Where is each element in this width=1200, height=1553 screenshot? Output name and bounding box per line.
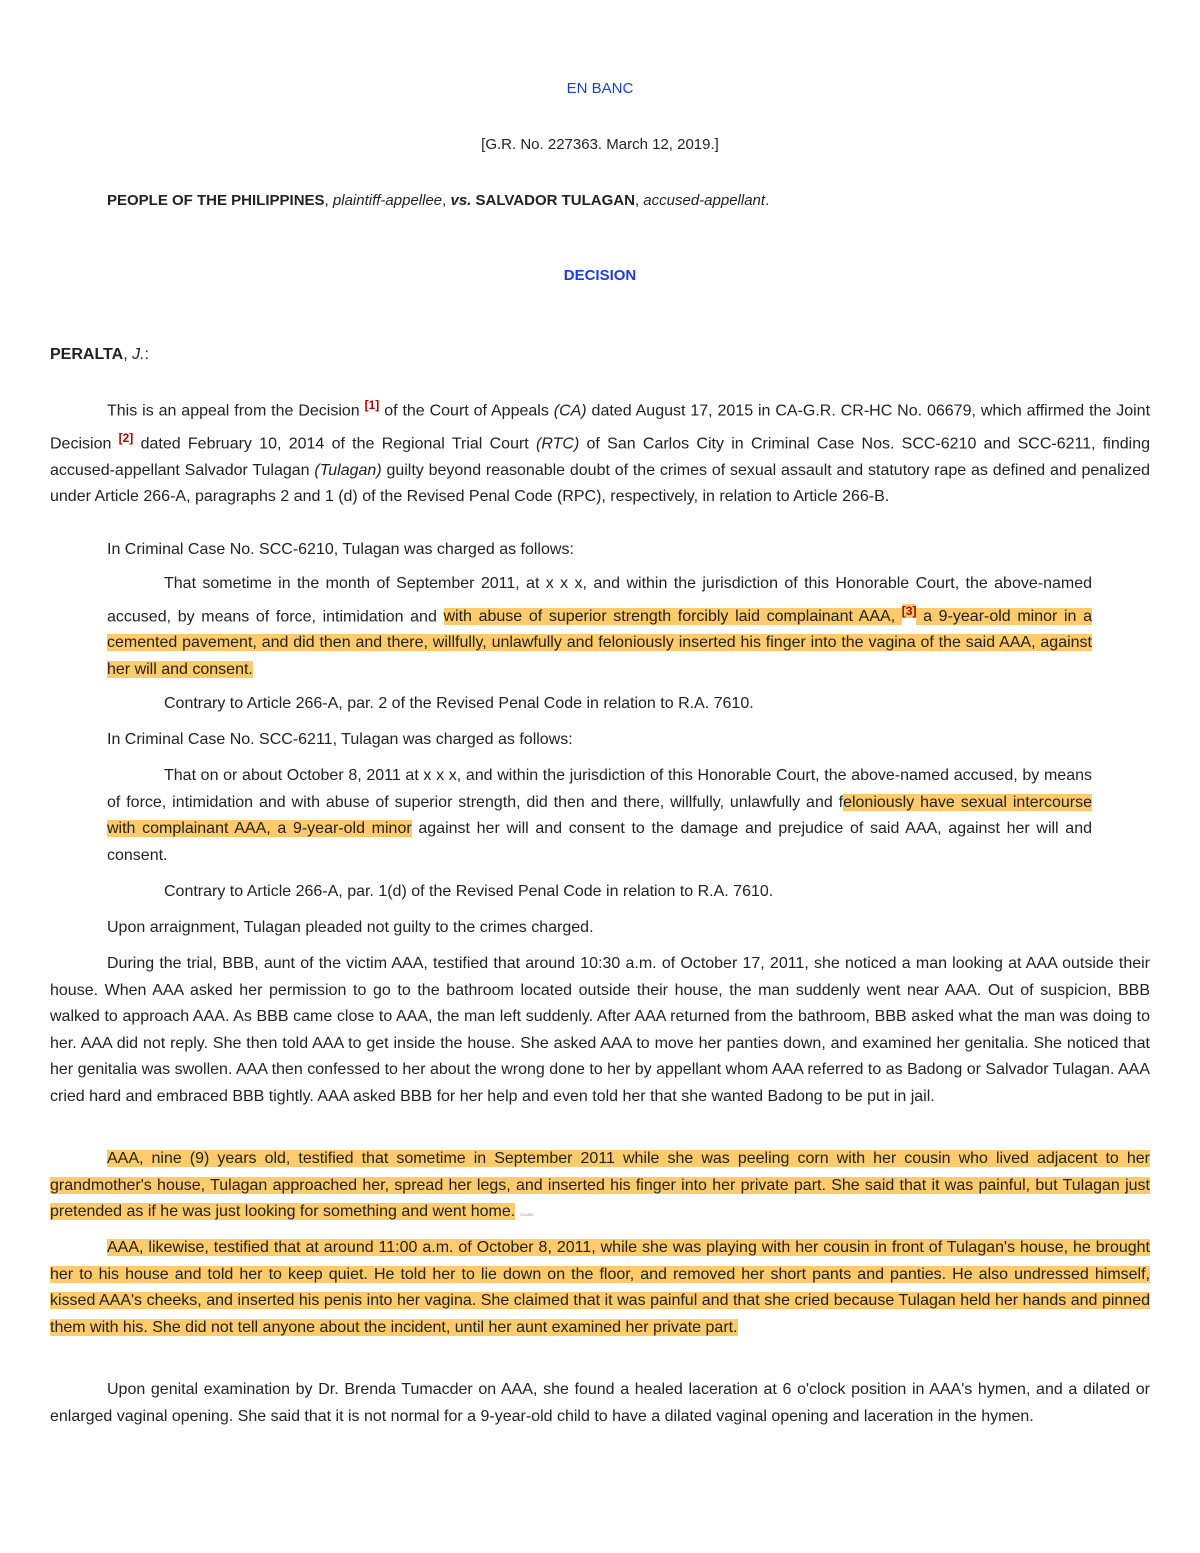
quote-charge-1: [107, 571, 1092, 683]
p1-text-4: dated February 10, 2014 of the Regional Trial Court: [133, 435, 537, 453]
paragraph-arraignment: Upon arraignment, Tulagan pleaded not guilty to the crimes charged.: [107, 919, 594, 936]
ponente-suffix: J.: [132, 346, 145, 363]
footnote-2-link[interactable]: [2]: [118, 430, 134, 445]
ponente-name: PERALTA: [50, 346, 124, 363]
p1-text-1: This is an appeal from the Decision: [107, 402, 365, 420]
p1-tulagan: (Tulagan): [314, 461, 382, 479]
q2-text-2: against her will and consent to the damage and prejudice of said AAA, against her will and consent.: [107, 820, 1092, 864]
q2-text-1: That on or about October 8, 2011 at x x x, and within the jurisdiction of this Honorable Court, the above-named accused, by means of force, intimidation and with abuse of superior strength, did then and there, willfully, unlawfully and f: [107, 767, 1092, 811]
footnote-1-link[interactable]: [1]: [364, 398, 380, 412]
accused-role: accused-appellant: [643, 192, 766, 209]
case-reference: [G.R. No. 227363. March 12, 2019.]: [481, 136, 719, 153]
paragraph-bbb-testimony: During the trial, BBB, aunt of the victim AAA, testified that around 10:30 a.m. of October 17, 2011, she noticed a man looking at AAA outside their house. When AAA asked her permission to go to the bathroom located outside their house, the man suddenly went near AAA. Out of suspicion, BBB walked to approach AAA. As BBB came close to AAA, the man left suddenly. After AAA returned from the bathroom, BBB asked what the man was doing to her. AAA did not reply. She then told AAA to get inside the house. She asked AAA to move her panties down, and examined her genitalia. She noticed that her genitalia was swollen. AAA then confessed to her about the wrong done to her by appellant whom AAA referred to as Badong or Salvador Tulagan. AAA cried hard and embraced BBB tightly. AAA asked BBB for her help and even told her that she wanted Badong to be put in jail.: [50, 955, 1150, 1105]
ponente-colon: :: [144, 346, 149, 363]
court-division: EN BANC: [566, 80, 634, 97]
plaintiff-name: PEOPLE OF THE PHILIPPINES: [107, 192, 325, 209]
footnote-3-link[interactable]: [3]: [901, 603, 917, 618]
p1-text-2: of the Court of Appeals: [379, 402, 554, 420]
paragraph-appeal: [50, 392, 1150, 511]
versus: vs.: [450, 192, 472, 209]
paragraph-charge-2-intro: In Criminal Case No. SCC-6211, Tulagan was charged as follows:: [107, 731, 573, 748]
p6-highlight: AAA, nine (9) years old, testified that sometime in September 2011 while she was peeling corn with her cousin who lived adjacent to her grandmother's house, Tulagan approached her, spread her legs, and inserted his finger into her private part. She said that it was painful, but Tulagan just pretended as if he was just looking for something and went home.: [50, 1150, 1150, 1220]
accused-name: SALVADOR TULAGAN: [475, 192, 635, 209]
ponente: PERALTA, J.:: [50, 346, 149, 363]
plaintiff-role: plaintiff-appellee: [332, 192, 443, 209]
p1-rtc: (RTC): [536, 435, 580, 453]
p1-text-3: dated August 17, 2015 in CA-G.R. CR-HC No. 06679, which affirmed the Joint Decision: [50, 402, 1151, 453]
q1-highlight-1: with abuse of superior strength forcibly laid complainant AAA,: [443, 607, 902, 625]
p7-highlight: AAA, likewise, testified that at around 11:00 a.m. of October 8, 2011, while she was playing with her cousin in front of Tulagan's house, he brought her to his house and told her to keep quiet. He told her to lie down on the floor, and removed her short pants and panties. He also undressed himself, kissed AAA's cheeks, and inserted his penis into her vagina. She claimed that it was painful and that she cried because Tulagan held her hands and pinned them with his. She did not tell anyone about the incident, until her aunt examined her private part.: [50, 1239, 1150, 1336]
paragraph-aaa-testimony-1: [50, 1146, 1150, 1229]
contrary-clause-1: Contrary to Article 266-A, par. 2 of the Revised Penal Code in relation to R.A. 7610.: [164, 695, 754, 712]
decision-title: DECISION: [563, 267, 637, 284]
paragraph-charge-1-intro: In Criminal Case No. SCC-6210, Tulagan was charged as follows:: [107, 541, 574, 558]
p1-text-6: guilty beyond reasonable doubt of the crimes of sexual assault and statutory rape as defined and penalized under Article 266-A, paragraphs 2 and 1 (d) of the Revised Penal Code (RPC), respectively, in relation to Article 266-B.: [50, 461, 1150, 506]
p6-mark: CDaSIE: [519, 1212, 535, 1217]
p1-ca: (CA): [553, 402, 587, 420]
contrary-clause-2: Contrary to Article 266-A, par. 1(d) of the Revised Penal Code in relation to R.A. 7610.: [164, 883, 774, 900]
paragraph-aaa-testimony-2: [50, 1235, 1150, 1341]
case-parties: PEOPLE OF THE PHILIPPINES, plaintiff-appellee, vs. SALVADOR TULAGAN, accused-appellant.: [107, 192, 770, 209]
quote-charge-2: [107, 763, 1092, 869]
q1-text: That sometime in the month of September 2011, at x x x, and within the jurisdiction of this Honorable Court, the above-named accused, by means of force, intimidation and: [107, 575, 1092, 625]
paragraph-medical-exam: Upon genital examination by Dr. Brenda Tumacder on AAA, she found a healed laceration at 6 o'clock position in AAA's hymen, and a dilated or enlarged vaginal opening. She said that it is not normal for a 9-year-old child to have a dilated vaginal opening and laceration in the hymen.: [50, 1381, 1150, 1425]
q1-highlight-2: a 9-year-old minor in a cemented pavement, and did then and there, willfully, unlawfully and feloniously inserted his finger into the vagina of the said AAA, against her will and consent.: [107, 607, 1093, 678]
q2-highlight: eloniously have sexual intercourse with complainant AAA, a 9-year-old minor: [107, 793, 1092, 837]
p1-text-5: of San Carlos City in Criminal Case Nos. SCC-6210 and SCC-6211, finding accused-appellant Salvador Tulagan: [50, 435, 1150, 479]
